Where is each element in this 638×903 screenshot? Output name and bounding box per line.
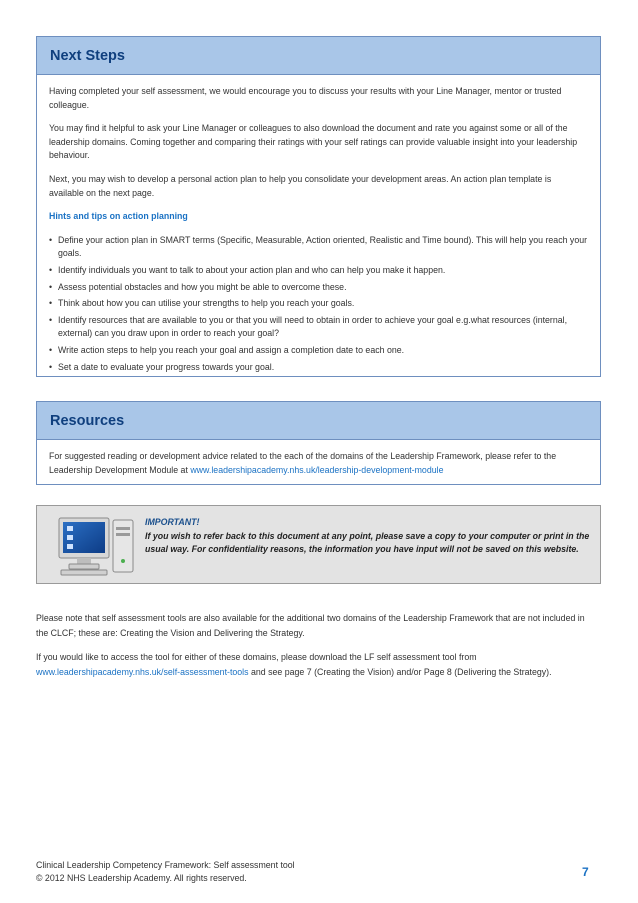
tip-item: • Think about how you can utilise your strengths to help you reach your goals. xyxy=(49,297,588,311)
hints-title: Hints and tips on action planning xyxy=(49,211,188,222)
tip-item: • Write action steps to help you reach your goal and assign a completion date to each one. xyxy=(49,344,588,358)
footer-title: Clinical Leadership Competency Framework: Self assessment tool xyxy=(36,860,295,870)
resources-title: Resources xyxy=(37,402,600,440)
next-steps-paragraph-3: Next, you may wish to develop a personal action plan to help you consolidate your development areas. An action plan template is available on the next page. xyxy=(49,173,552,198)
tip-item: • Identify resources that are available to you or that you will need to obtain in order to achieve your goal e.g.what resources (internal, external) can you draw upon in order to reach your goal? xyxy=(49,314,568,339)
next-steps-box xyxy=(36,36,601,377)
next-steps-paragraph-2: You may find it helpful to ask your Line Manager or colleagues to also download the document and rate you against some or all of the leadership domains. Coming together and comparing their ratings with your self ratings can provide valuable insight into your leadership behaviour. xyxy=(49,123,578,161)
self-assessment-tools-link[interactable]: www.leadershipacademy.nhs.uk/self-assessment-tools xyxy=(36,667,249,677)
leadership-development-link[interactable]: www.leadershipacademy.nhs.uk/leadership-development-module xyxy=(190,464,444,475)
resources-text: For suggested reading or development advice related to the each of the domains of the Leadership Framework, please refer to the Leadership Development Module at www.leadershipacademy.nhs.uk/leadership-development-module xyxy=(49,451,557,475)
page-number: 7 xyxy=(582,865,589,879)
important-notice xyxy=(36,505,601,584)
note-paragraph-2: If you would like to access the tool for either of these domains, please download the LF self assessment tool from www.leadershipacademy.nhs.uk/self-assessment-tools and see page 7 (Creating the Vision) and/or Page 8 (Delivering the Strategy). xyxy=(36,652,552,677)
bullet-icon: • xyxy=(49,234,53,245)
important-label: IMPORTANT! xyxy=(145,517,200,527)
tip-item: • Identify individuals you want to talk to about your action plan and who can help you make it happen. xyxy=(49,264,588,278)
note-paragraph-1: Please note that self assessment tools are also available for the additional two domains of the Leadership Framework that are not included in the CLCF; these are: Creating the Vision and Delivering the Strategy. xyxy=(36,613,585,638)
tip-item: • Define your action plan in SMART terms (Specific, Measurable, Action oriented, Realistic and Time bound). This will help you reach your goals. xyxy=(49,234,588,259)
bullet-icon: • xyxy=(49,361,53,372)
next-steps-paragraph-1: Having completed your self assessment, we would encourage you to discuss your results with your Line Manager, mentor or trusted colleague. xyxy=(49,86,562,110)
footer xyxy=(36,859,295,884)
tip-item: • Set a date to evaluate your progress towards your goal. xyxy=(49,361,588,375)
tip-item: • Assess potential obstacles and how you might be able to overcome these. xyxy=(49,281,588,295)
important-text: If you wish to refer back to this document at any point, please save a copy to your computer or print in the usual way. For confidentiality reasons, the information you have input will not be saved on this website. xyxy=(145,530,590,554)
bullet-icon: • xyxy=(49,344,53,355)
tips-list xyxy=(49,234,588,374)
resources-box xyxy=(36,401,601,485)
bullet-icon: • xyxy=(49,298,53,309)
bullet-icon: • xyxy=(49,264,53,275)
footer-copyright: © 2012 NHS Leadership Academy. All rights reserved. xyxy=(36,872,247,883)
bullet-icon: • xyxy=(49,281,53,292)
additional-domains-note xyxy=(36,611,596,689)
next-steps-title: Next Steps xyxy=(37,37,600,75)
computer-icon xyxy=(57,515,137,577)
bullet-icon: • xyxy=(49,314,53,325)
